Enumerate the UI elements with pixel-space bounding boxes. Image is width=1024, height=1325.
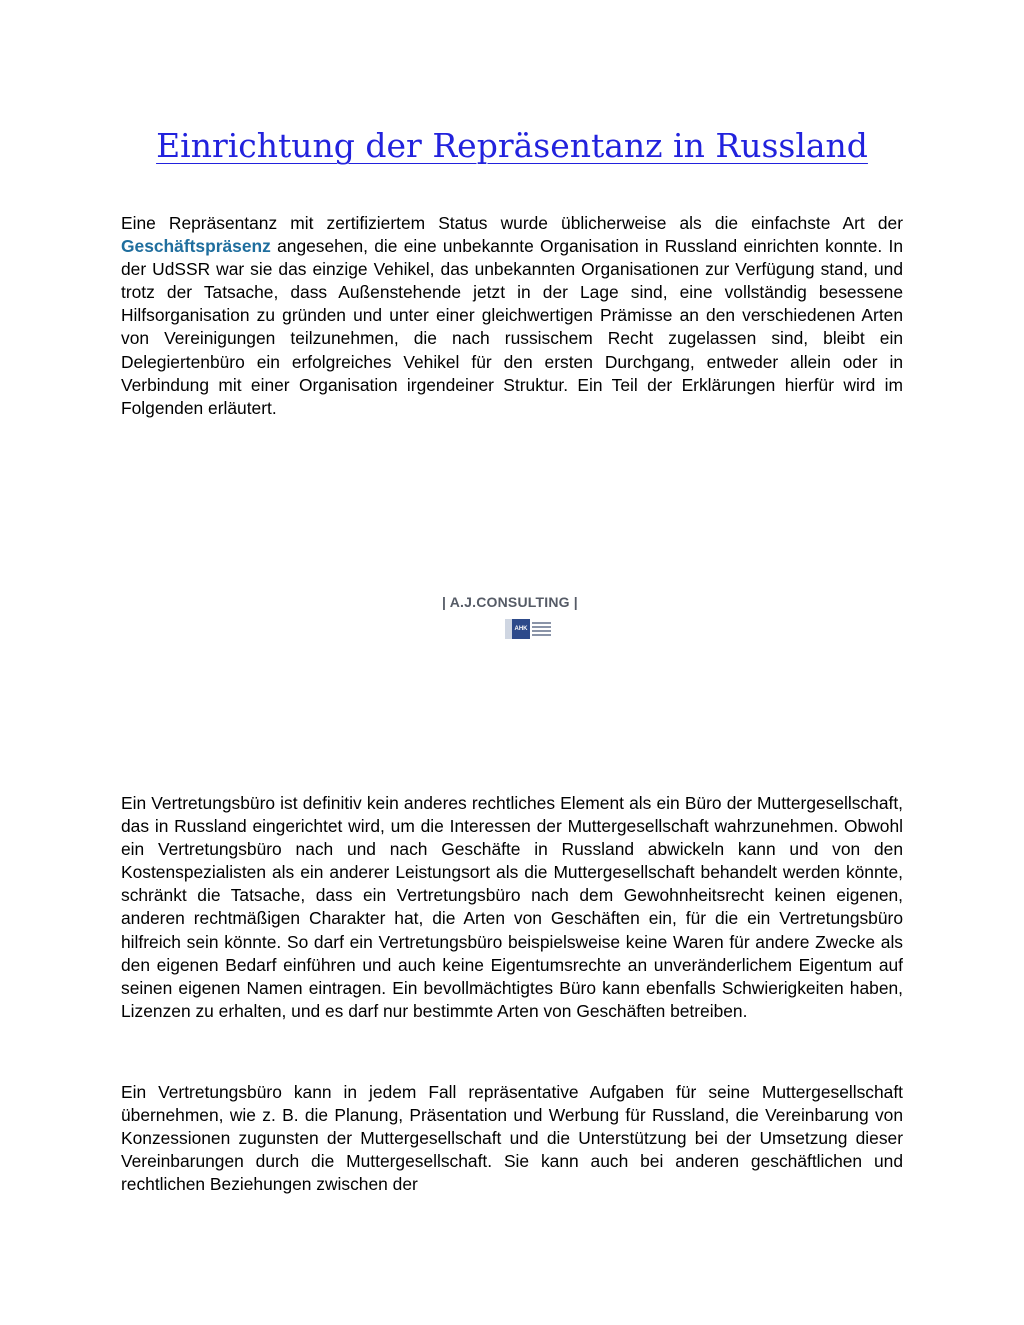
ahk-emblem xyxy=(505,619,512,639)
ahk-fineprint xyxy=(530,619,553,639)
body-paragraph-representative-office: Ein Vertretungsbüro ist definitiv kein anderes rechtliches Element als ein Büro der Muttergesellschaft, das in Russland eingerichtet wird, um die Interessen der Muttergesellschaft wahrzunehmen. Obwohl ein Vertretungsbüro nach und nach Geschäfte in Russland abwickeln kann und von den Kostenspezialisten als ein anderer Leistungsort als die Muttergesellschaft behandelt werden könnte, schränkt die Tatsache, dass ein Vertretungsbüro nach dem Gewohnheitsrecht keinen eigenen, anderen rechtmäßigen Charakter hat, die Arten von Geschäften ein, für die ein Vertretungsbüro hilfreich sein könnte. So darf ein Vertretungsbüro beispielsweise keine Waren für andere Zwecke als den eigenen Bedarf einführen und auch keine Eigentumsrechte an unveränderlichem Eigentum auf seinen eigenen Namen eintragen. Ein bevollmächtigtes Büro kann ebenfalls Schwierigkeiten haben, Lizenzen zu erhalten, und es darf nur bestimmte Arten von Geschäften betreiben. xyxy=(121,793,903,1021)
ahk-logo-icon xyxy=(505,619,553,639)
intro-paragraph xyxy=(121,212,903,420)
ahk-badge: AHK xyxy=(512,619,530,639)
intro-text-before: Eine Repräsentanz mit zertifiziertem Status wurde üblicherweise als die einfachste Art der xyxy=(121,213,903,233)
intro-text-after: angesehen, die eine unbekannte Organisation in Russland einrichten konnte. In der UdSSR war sie das einzige Vehikel, das unbekannten Organisationen zur Verfügung stand, und trotz der Tatsache, dass Außenstehende jetzt in der Lage sind, eine vollständig besessene Hilfsorganisation zu gründen und unter einer gleichwertigen Prämisse an den verschiedenen Arten von Vereinigungen teilzunehmen, die nach russischem Recht zugelassen sind, bleibt ein Delegiertenbüro ein erfolgreiches Vehikel für den ersten Durchgang, entweder allein oder in Verbindung mit einer Organisation irgendeiner Struktur. Ein Teil der Erklärungen hierfür wird im Folgenden erläutert. xyxy=(121,236,903,418)
business-presence-link[interactable]: Geschäftspräsenz xyxy=(121,236,271,257)
company-logo xyxy=(437,594,587,648)
logo-wordmark: | A.J.CONSULTING | xyxy=(442,594,578,610)
page-title-link[interactable]: Einrichtung der Repräsentanz in Russland xyxy=(156,126,868,165)
body-paragraph-tasks: Ein Vertretungsbüro kann in jedem Fall repräsentative Aufgaben für seine Muttergesellschaft übernehmen, wie z. B. die Planung, Präsentation und Werbung für Russland, die Vereinbarung von Konzessionen zugunsten der Muttergesellschaft und die Unterstützung bei der Umsetzung dieser Vereinbarungen durch die Muttergesellschaft. Sie kann auch bei anderen geschäftlichen und rechtlichen Beziehungen zwischen der xyxy=(121,1082,903,1195)
